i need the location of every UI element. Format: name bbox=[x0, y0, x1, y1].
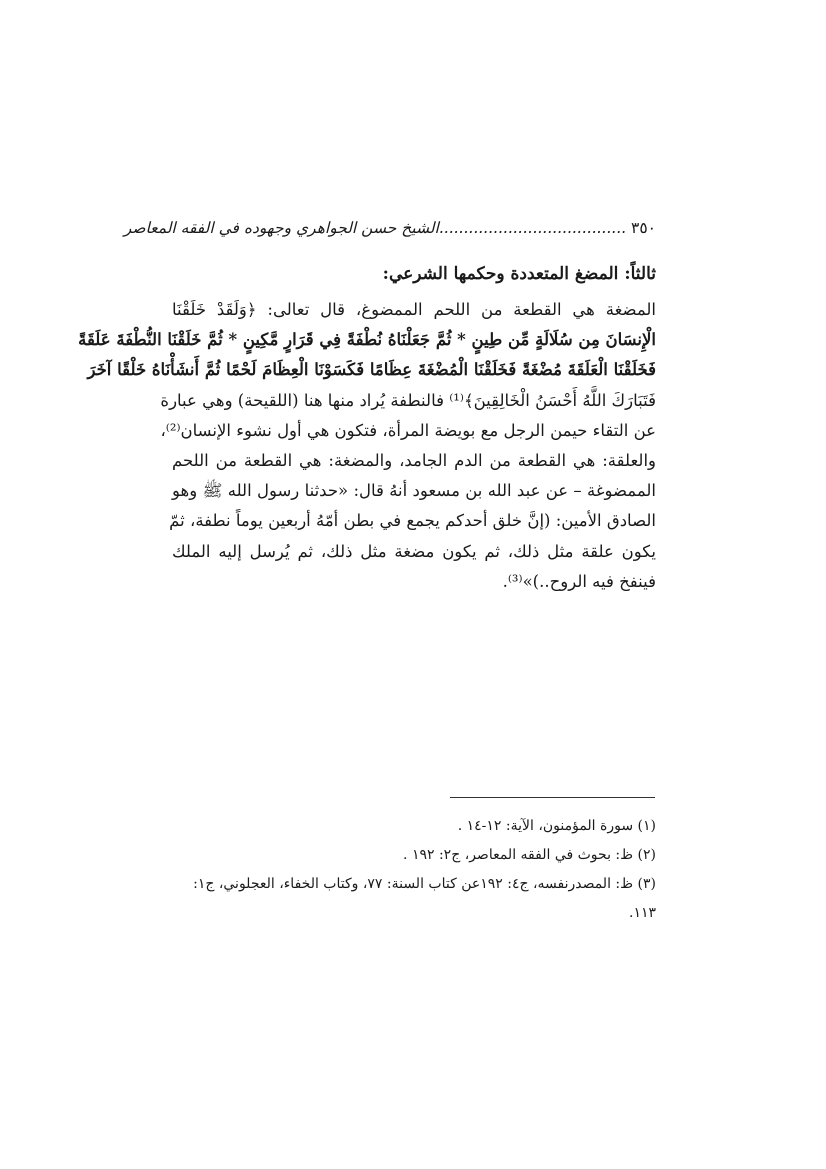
body-line: الممضوغة – عن عبد الله بن مسعود أنهُ قال: «حدثنا رسول الله ﷺ وهو bbox=[172, 481, 656, 501]
body-line: والعلقة: هي القطعة من الدم الجامد، والمضغة: هي القطعة من اللحم bbox=[172, 451, 656, 471]
section-title: ثالثاً: المضغ المتعددة وحكمها الشرعي: bbox=[382, 264, 656, 284]
body-line: يكون علقة مثل ذلك، ثم يكون مضغة مثل ذلك، ثم يُرسل إليه الملك bbox=[172, 541, 656, 561]
body-line: عن التقاء حيمن الرجل مع بويضة المرأة، فتكون هي أول نشوء الإنسان⁽²⁾، bbox=[160, 420, 656, 440]
body-line: فينفخ فيه الروح..)»⁽³⁾. bbox=[502, 571, 656, 591]
footnote-continuation: ١١٣. bbox=[628, 905, 656, 921]
footnote: (١) سورة المؤمنون، الآية: ١٢-١٤ . bbox=[457, 818, 656, 834]
body-line: فَتَبَارَكَ اللَّهُ أَحْسَنُ الْخَالِقِينَ﴾⁽¹⁾ فالنطفة يُراد منها هنا (اللقيحة) وهي عبارة bbox=[160, 390, 656, 410]
footnote-divider bbox=[450, 797, 655, 798]
page-number: ٣٥٠ bbox=[631, 219, 656, 237]
header-dots: ...................................... bbox=[438, 219, 627, 237]
running-header bbox=[123, 215, 656, 241]
footnotes bbox=[172, 812, 656, 928]
quran-verse-line: الْإِنسَانَ مِن سُلَالَةٍ مِّن طِينٍ * ثُمَّ جَعَلْنَاهُ نُطْفَةً فِي قَرَارٍ مَّكِينٍ * ثُمَّ خَلَقْنَا النُّطْفَةَ عَلَقَةً bbox=[78, 330, 656, 350]
body-line: المضغة هي القطعة من اللحم الممضوغ، قال تعالى: ﴿وَلَقَدْ خَلَقْنَا bbox=[172, 300, 656, 319]
body-line: الصادق الأمين: (إنَّ خلق أحدكم يجمع في بطن أمّهُ أربعين يوماً نطفة، ثمّ bbox=[169, 511, 656, 531]
footnote: (٢) ظ: بحوث في الفقه المعاصر، ج٢: ١٩٢ . bbox=[403, 847, 656, 863]
body-text bbox=[78, 295, 656, 597]
quran-verse-line: فَخَلَقْنَا الْعَلَقَةَ مُضْغَةً فَخَلَقْنَا الْمُضْغَةَ عِظَامًا فَكَسَوْنَا الْعِظَامَ لَحْمًا ثُمَّ أَنشَأْنَاهُ خَلْقًا آخَرَ bbox=[87, 360, 656, 380]
running-title: الشيخ حسن الجواهري وجهوده في الفقه المعاصر bbox=[123, 219, 439, 237]
footnote: (٣) ظ: المصدرنفسه، ج٤: ١٩٢عن كتاب السنة: ٧٧، وكتاب الخفاء، العجلوني، ج١: bbox=[193, 876, 656, 892]
